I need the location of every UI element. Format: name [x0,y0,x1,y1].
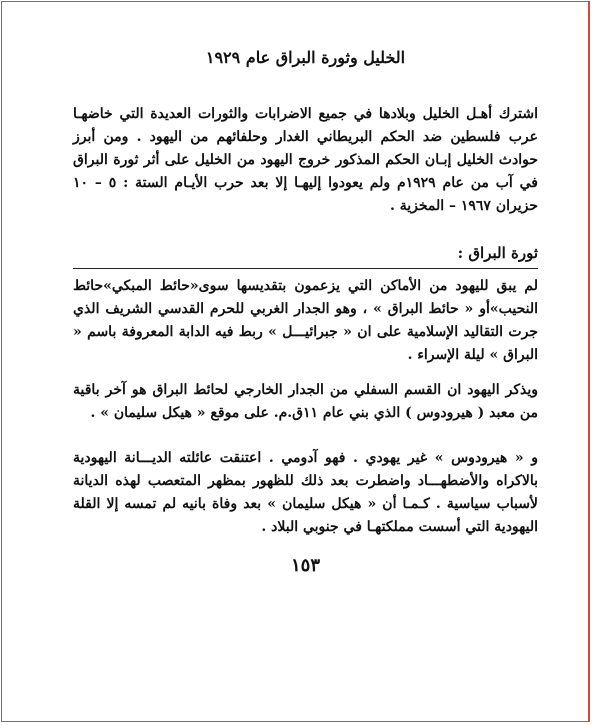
paragraph-herod-origin: و « هيرودوس » غير يهودي . فهو آدومي . اعتنقت عائلته الديـــانة اليهودية بالاكراه والأضطهـــاد واضطرت بعد ذلك للظهور بمظهر المتعصب لهذه الديانة لأسباب سياسية . كـمـا أن « هيكل سليمان » بعد وفاة بانيه لم تمسه إلا القلة اليهودية التي أسست مملكتهـا في جنوبي البلاد . [73,450,538,535]
page-number: ١٥٣ [290,555,320,576]
paragraph-buraq-wall: لم يبق لليهود من الأماكن التي يزعمون بتقديسها سوى«حائط المبكي»حائط النحيب»أو « حائط البراق » ، وهو الجدار الغربي للحرم القدسي الشريف الذي جرت التقاليد الإسلامية على ان « جبرائيـــل » ربط فيه الدابة المعروفة باسم « البراق » ليلة الإسراء . [73,278,538,363]
section-heading: ثورة البراق : [457,244,538,262]
paragraph-intro: اشترك أهـل الخليل وبلادها في جميع الاضرابات والثورات العديدة التي خاضهـا عرب فلسطين ضد الحكم البريطاني الغدار وحلفائهم من اليهود . ومن أبرز حوادث الخليل إبـان الحكم المذكور خروج اليهود من الخليل على أثر ثورة البراق في آب من عام ١٩٢٩م ولم يعودوا إليهـا إلا بعد حرب الأيـام الستة : ٥ – ١٠ حزيران ١٩٦٧ – المخزية . [73,106,539,214]
paragraph-herod-temple: ويذكر اليهود ان القسم السفلي من الجدار الخارجي لحائط البراق هو آخر باقية من معبد ( هيرودوس ) الذي بني عام ١١ق.م. على موقع « هيكل سليمان » . [73,382,538,421]
page-title: الخليل وثورة البراق عام ١٩٢٩ [205,48,406,67]
document-page [73,38,538,576]
heading-divider [73,268,538,269]
